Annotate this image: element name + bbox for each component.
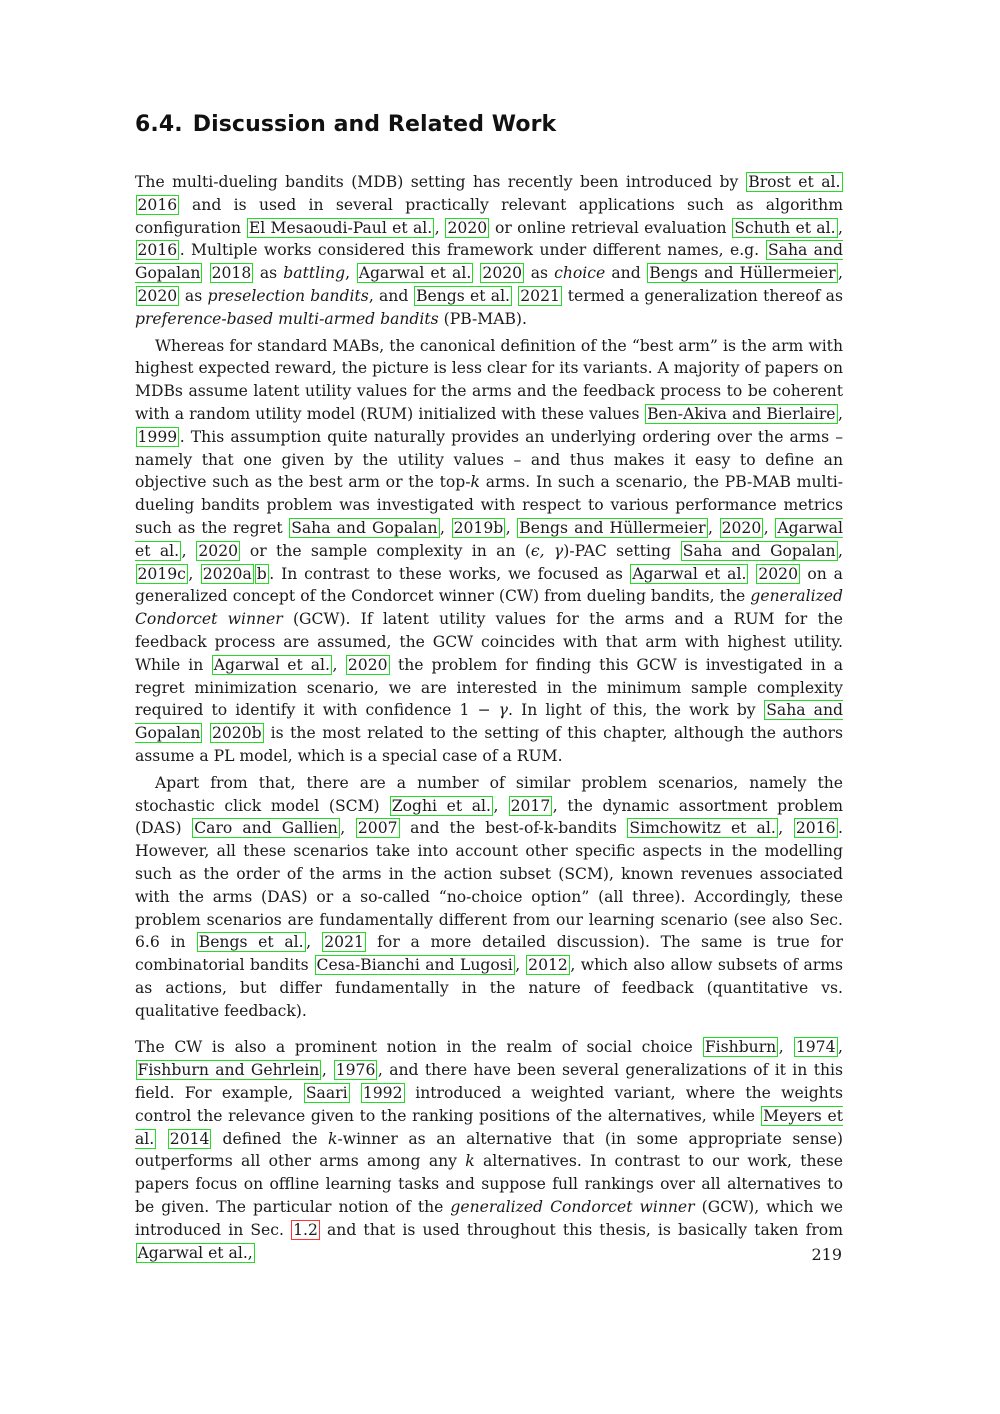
text: (GCW), which we introduced in Sec. <box>135 1198 843 1239</box>
citation-link[interactable]: Zoghi et al. <box>391 796 491 815</box>
text: . In contrast to these works, we focused as <box>269 564 630 583</box>
citation-year-link[interactable]: 2012 <box>528 956 568 975</box>
citation-year-link[interactable]: 2019c <box>137 564 186 583</box>
citation-year-link[interactable]: 2014 <box>169 1129 210 1148</box>
text: -winner as an alternative that (in some appropriate sense) outperforms all other arms among any <box>135 1129 843 1171</box>
citation-link[interactable]: El Mesaoudi-Paul et al. <box>248 218 433 237</box>
math-variable: k <box>328 1129 338 1148</box>
citation-year-link[interactable]: 2020a <box>202 564 252 583</box>
math-variable: γ <box>498 701 508 720</box>
citation-year-link[interactable]: 2021 <box>520 286 560 305</box>
section-title: Discussion and Related Work <box>192 112 557 137</box>
citation-link[interactable]: Agarwal et al. <box>632 564 747 583</box>
citation-link[interactable]: Saari <box>305 1084 348 1103</box>
text: , and there have been several generalizations of it in this field. For example, <box>135 1061 843 1103</box>
citation-year-link[interactable]: 2020 <box>347 655 388 674</box>
page-number: 219 <box>811 1245 842 1264</box>
section-number: 6.4. <box>135 112 183 137</box>
citation-link[interactable]: Simchowitz et al. <box>629 819 776 838</box>
text: )-PAC setting <box>563 541 681 560</box>
italic-term: choice <box>554 264 606 283</box>
citation-year-link[interactable]: 2021 <box>324 933 364 952</box>
text: termed a generalization thereof as <box>562 286 843 305</box>
text: . This assumption quite naturally provides an underlying ordering over the arms – namely that one given by the utility values – and thus makes it easy to define an objective such as the best arm or the top- <box>135 427 843 492</box>
citation-year-link[interactable]: b <box>256 564 267 583</box>
text: on a generalized concept of the Condorcet winner (CW) from dueling bandits, the <box>135 564 843 606</box>
math-variable: k <box>465 1152 475 1171</box>
text: and <box>605 264 647 283</box>
section-reference-link[interactable]: 1.2 <box>293 1220 318 1239</box>
text: and the best-of-k-bandits <box>400 819 627 838</box>
citation-link[interactable]: Saha and Gopalan <box>135 701 843 743</box>
text: Whereas for standard MABs, the canonical definition of the “best arm” is the arm with highest expected reward, the picture is less clear for its variants. A majority of papers on MDBs assume latent utility values for the arms and the feedback process to be coherent with a random utility model (RUM) initialized with these values <box>135 336 843 423</box>
citation-year-link[interactable]: 2007 <box>357 819 398 838</box>
text: as <box>524 264 555 283</box>
citation-year-link[interactable]: 2017 <box>510 796 551 815</box>
text: The CW is also a prominent notion in the realm of social choice <box>135 1038 703 1057</box>
math-expression: ϵ, γ <box>530 541 564 560</box>
text: as <box>253 264 284 283</box>
citation-year-link[interactable]: 2020b <box>211 724 262 743</box>
text: and is used in several practically relevant applications such as algorithm configuration <box>135 195 843 237</box>
text: or online retrieval evaluation <box>489 218 732 237</box>
math-variable: k <box>470 473 480 492</box>
paragraph-similar-scenarios: Apart from that, there are a number of similar problem scenarios, namely the stochastic click model (SCM) Zoghi et al. , 2017 , the dynamic assortment problem (DAS) Caro and Gallien , 2007 and the best-of-k-bandits Simchowitz et al. , 2016 . However, all these scenarios take into account other specific aspects in the modelling such as the order of the arms in the action subset (SCM), known revenues associated with the arms (DAS) or a so-called “no-choice option” (all three). Accordingly, these problem scenarios are fundamentally different from our learning scenario (see also Sec. 6.6 in Bengs et al. , 2021 for a more detailed discussion). The same is true for combinatorial bandits Cesa-Bianchi and Lugosi , 2012 , which also allow subsets of arms as actions, but differ fundamentally in the nature of feedback (quantitative vs. qualitative feedback). <box>135 773 844 1020</box>
citation-link[interactable]: Schuth et al. <box>734 218 836 237</box>
text: (PB-MAB). <box>438 309 527 328</box>
text: and that is used throughout this thesis, is basically taken from <box>319 1220 843 1239</box>
text: (GCW). If latent utility values for the arms and a RUM for the feedback process are assumed, the GCW coincides with that arm with highest utility. While in <box>135 610 843 674</box>
citation-year-link[interactable]: 2019b <box>453 518 504 537</box>
text: the problem for finding this GCW is investigated in a regret minimization scenario, we are interested in the minimum sample complexity required to identify it with confidence 1 − <box>135 655 843 720</box>
page-body <box>135 112 843 1264</box>
citation-link[interactable]: Agarwal et al., <box>137 1243 253 1262</box>
citation-year-link[interactable]: 2020 <box>137 286 178 305</box>
paragraph-social-choice: The CW is also a prominent notion in the realm of social choice Fishburn , 1974 , Fishburn and Gehrlein , 1976 , and there have been several generalizations of it in this field. For example, Saari 1992 introduced a weighted variant, where the weights control the relevance given to the ranking positions of the alternatives, while Meyers et al. 2014 defined the k-winner as an alternative that (in some appropriate sense) outperforms all other arms among any k alternatives. In contrast to our work, these papers focus on offline learning tasks and suppose full rankings over all alternatives to be given. The particular notion of the generalized Condorcet winner (GCW), which we introduced in Sec. 1.2 and that is used throughout this thesis, is basically taken from Agarwal et al., <box>135 1038 843 1262</box>
citation-link[interactable]: Bengs and Hüllermeier <box>649 264 836 283</box>
text: . However, all these scenarios take into account other specific aspects in the modelling such as the order of the arms in the action subset (SCM), known revenues associated with the arms (DAS) or a so-called “no-choice option” (all three). Accordingly, these problem scenarios are fundamentally different from our learning scenario (see also Sec. 6.6 in <box>135 819 844 952</box>
citation-link[interactable]: Saha and Gopalan <box>135 241 844 283</box>
citation-link[interactable]: Brost et al. <box>748 173 841 191</box>
citation-year-link[interactable]: 2020 <box>482 264 523 283</box>
text: is the most related to the setting of this chapter, although the authors assume a PL model, which is a special case of a RUM. <box>135 724 843 765</box>
italic-term: preselection bandits <box>207 286 369 305</box>
citation-link[interactable]: Bengs and Hüllermeier <box>519 518 706 537</box>
citation-year-link[interactable]: 2020 <box>447 218 488 237</box>
section-heading <box>135 112 843 137</box>
citation-year-link[interactable]: 1976 <box>335 1061 376 1080</box>
text: , which also allow subsets of arms as actions, but differ fundamentally in the nature of feedback (quantitative vs. qualitative feedback). <box>135 956 843 1020</box>
citation-link[interactable]: Agarwal et al. <box>358 264 472 283</box>
text: . In light of this, the work by <box>508 701 764 720</box>
text: , the dynamic assortment problem (DAS) <box>135 796 843 838</box>
text: or the sample complexity in an ( <box>240 541 531 560</box>
citation-link[interactable]: Agarwal et al. <box>135 518 843 560</box>
italic-term: battling <box>283 264 346 283</box>
italic-term: generalized Condorcet winner <box>135 587 843 629</box>
text: , and <box>368 286 414 305</box>
citation-year-link[interactable]: 2018 <box>211 264 252 283</box>
citation-year-link[interactable]: 2016 <box>137 241 178 260</box>
citation-link[interactable]: Meyers et al. <box>135 1106 843 1148</box>
text: defined the <box>211 1129 329 1148</box>
citation-link[interactable]: Fishburn <box>704 1038 777 1057</box>
italic-term: generalized Condorcet winner <box>450 1198 695 1217</box>
citation-year-link[interactable]: 2020 <box>198 541 239 560</box>
text: alternatives. In contrast to our work, these papers focus on offline learning tasks and suppose full rankings over all alternatives to be given. The particular notion of the <box>135 1152 843 1217</box>
citation-link[interactable]: Bengs et al. <box>416 286 511 305</box>
text: arms. In such a scenario, the PB-MAB multi-dueling bandits problem was investigated with respect to various performance metrics such as the regret <box>135 473 844 537</box>
citation-year-link[interactable]: 2020 <box>758 564 798 583</box>
paragraph-best-arm: Whereas for standard MABs, the canonical definition of the “best arm” is the arm with highest expected reward, the picture is less clear for its variants. A majority of papers on MDBs assume latent utility values for the arms and the feedback process to be coherent with a random utility model (RUM) initialized with these values Ben-Akiva and Bierlaire , 1999 . This assumption quite naturally provides an underlying ordering over the arms – namely that one given by the utility values – and thus makes it easy to define an objective such as the best arm or the top-k arms. In such a scenario, the PB-MAB multi-dueling bandits problem was investigated with respect to various performance metrics such as the regret Saha and Gopalan , 2019b , Bengs and Hüllermeier , 2020 , Agarwal et al. , 2020 or the sample complexity in an (ϵ, γ)-PAC setting Saha and Gopalan , 2019c , 2020a b . In contrast to these works, we focused as Agarwal et al. 2020 on a generalized concept of the Condorcet winner (CW) from dueling bandits, the generalized Condorcet winner (GCW). If latent utility values for the arms and a RUM for the feedback process are assumed, the GCW coincides with that arm with highest utility. While in Agarwal et al. , 2020 the problem for finding this GCW is investigated in a regret minimization scenario, we are interested in the minimum sample complexity required to identify it with confidence 1 − γ. In light of this, the work by Saha and Gopalan 2020b is the most related to the setting of this chapter, although the authors assume a PL model, which is a special case of a RUM. <box>135 336 844 765</box>
text: . Multiple works considered this framework under different names, e.g. <box>179 241 766 260</box>
citation-link[interactable]: Saha and Gopalan <box>682 541 836 560</box>
citation-link[interactable]: Saha and Gopalan <box>291 518 438 537</box>
paragraph-mdb-intro: The multi-dueling bandits (MDB) setting has recently been introduced by Brost et al. 2016 and is used in several practically relevant applications such as algorithm configuration El Mesaoudi-Paul et al. , 2020 or online retrieval evaluation Schuth et al. , 2016 . Multiple works considered this framework under different names, e.g. Saha and Gopalan 2018 as battling, Agarwal et al. 2020 as choice and Bengs and Hüllermeier , 2020 as preselection bandits, and Bengs et al. 2021 termed a generalization thereof as preference-based multi-armed bandits (PB-MAB). <box>135 173 844 328</box>
text: for a more detailed discussion). The same is true for combinatorial bandits <box>135 933 843 975</box>
text: Apart from that, there are a number of similar problem scenarios, namely the stochastic click model (SCM) <box>135 773 843 815</box>
citation-link[interactable]: Agarwal et al. <box>213 655 330 674</box>
text: introduced a weighted variant, where the weights control the relevance given to the ranking positions of the alternatives, while <box>135 1084 843 1125</box>
italic-term: preference-based multi-armed bandits <box>135 309 439 328</box>
citation-link[interactable]: Cesa-Bianchi and Lugosi <box>316 956 513 975</box>
citation-year-link[interactable]: 1999 <box>137 427 178 446</box>
citation-year-link[interactable]: 2016 <box>137 195 178 214</box>
citation-year-link[interactable]: 2016 <box>795 819 836 838</box>
text: as <box>179 286 208 305</box>
text: , <box>345 264 357 283</box>
citation-year-link[interactable]: 1992 <box>362 1084 403 1103</box>
citation-link[interactable]: Ben-Akiva and Bierlaire <box>647 404 836 423</box>
citation-year-link[interactable]: 1974 <box>795 1038 836 1057</box>
text: The multi-dueling bandits (MDB) setting has recently been introduced by <box>135 173 746 191</box>
citation-year-link[interactable]: 2020 <box>721 518 762 537</box>
citation-link[interactable]: Caro and Gallien <box>194 819 338 838</box>
citation-link[interactable]: Fishburn and Gehrlein <box>137 1061 320 1080</box>
citation-link[interactable]: Bengs et al. <box>198 933 304 952</box>
